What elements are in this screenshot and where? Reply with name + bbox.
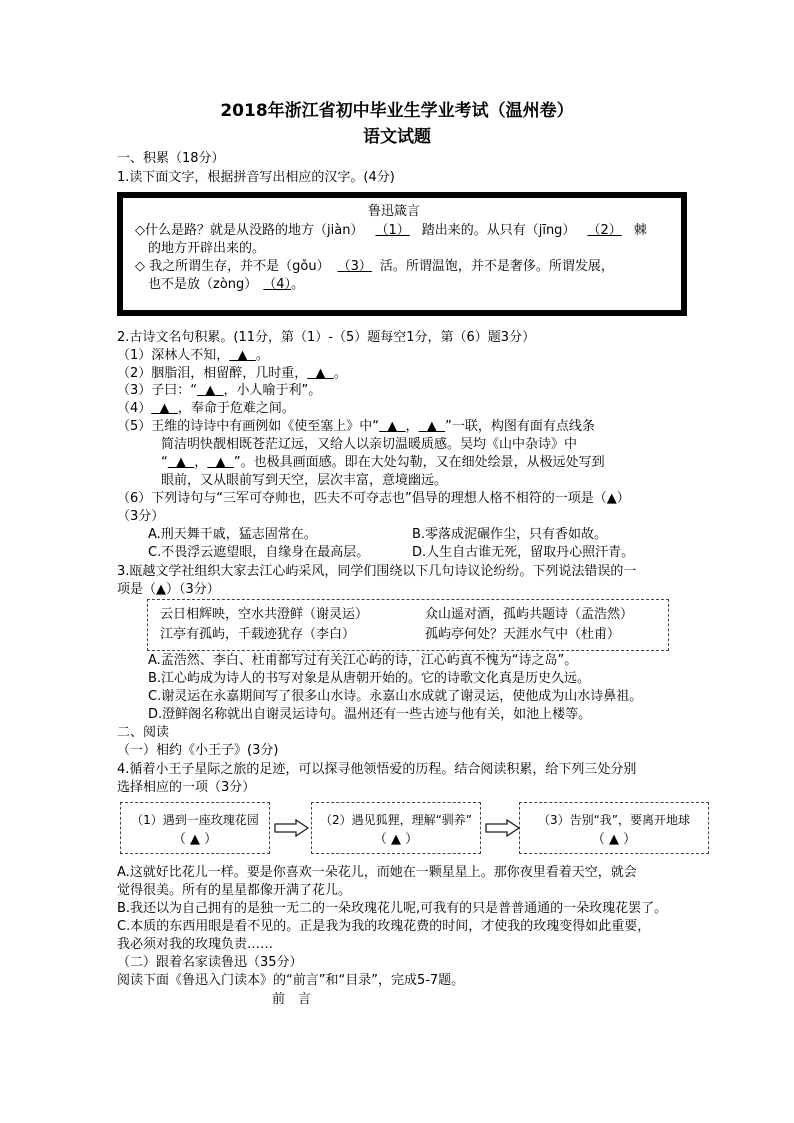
q3-option-b[interactable]: B.江心屿成为诗人的书写对象是从唐朝开始的。它的诗歌文化真是历史久远。	[148, 671, 591, 686]
blank-1[interactable]: （1）	[375, 223, 410, 238]
answer-blank[interactable]: ▲	[315, 366, 326, 381]
reading-intro: 阅读下面《鲁迅入门读本》的“前言”和“目录”，完成5-7题。	[117, 973, 465, 988]
blank-4[interactable]: （4）	[263, 277, 292, 292]
poem-2: 众山遥对酒，孤屿共题诗（孟浩然）	[425, 607, 634, 622]
q2-stem: 2.古诗文名句积累。(11分，第（1）-（5）题每空1分，第（6）题3分）	[117, 330, 536, 345]
q3-option-a[interactable]: A.孟浩然、李白、杜甫都写过有关江心屿的诗，江心屿真不愧为“诗之岛”。	[148, 653, 578, 668]
flow-box-3	[519, 802, 709, 854]
answer-blank[interactable]: ▲	[387, 419, 398, 434]
q2-item-6: （6）下列诗句与“三军可夺帅也，匹夫不可夺志也”倡导的理想人格不相符的一项是（▲）	[117, 491, 630, 506]
q2-item-1: （1）深林人不知， ▲ 。	[117, 348, 269, 363]
preface-heading: 前 言	[272, 992, 312, 1007]
section2-sub2: （二）跟着名家读鲁迅（35分）	[117, 955, 303, 970]
answer-blank[interactable]: ▲	[159, 401, 170, 416]
q2-item-4: （4） ▲ ，奉命于危难之间。	[117, 401, 295, 416]
exam-title: 2018年浙江省初中毕业生学业考试（温州卷）	[220, 101, 574, 121]
q3-option-d[interactable]: D.澄鲜阁名称就出自谢灵运诗句。温州还有一些古迹与他有关，如池上楼等。	[148, 707, 592, 722]
answer-blank[interactable]: ▲	[176, 455, 187, 470]
q4-option-a-line2: 觉得很美。所有的星星都像开满了花儿。	[117, 883, 352, 898]
q2-item-5-line3: “ ▲ ， ▲ ”。也极具画面感。即在大处勾勒，又在细处绘景，从极远处写到	[161, 455, 605, 470]
arrow-right-icon	[274, 819, 310, 837]
q2-item-5-line2: 简洁明快靓相既苍茫辽远，又给人以亲切温暖质感。吴均《山中杂诗》中	[161, 437, 578, 452]
answer-blank[interactable]: ▲	[205, 383, 216, 398]
poem-3: 江亭有孤屿，千载迹犹存（李白）	[160, 627, 356, 642]
answer-marker[interactable]: ▲	[606, 491, 617, 506]
flow-box-3-answer[interactable]: （ ▲ ）	[591, 832, 637, 847]
flow-box-2-label: （2）遇见狐狸，理解“驯养”	[319, 813, 473, 827]
quote-line-4: 也不是放（zòng） （4）。	[148, 277, 305, 292]
blank-2[interactable]: （2）	[587, 223, 622, 238]
poem-1: 云日相辉映，空水共澄鲜（谢灵运）	[160, 607, 369, 622]
q2-option-c[interactable]: C.不畏浮云遮望眼，自缘身在最高层。	[148, 545, 370, 560]
flow-box-1-label: （1）遇到一座玫瑰花园	[131, 813, 259, 827]
answer-blank[interactable]: ▲	[426, 419, 437, 434]
q4-stem-line2: 选择相应的一项（3分）	[117, 780, 256, 795]
poem-4: 孤屿亭何处？天涯水气中（杜甫）	[425, 627, 621, 642]
flow-box-2-answer[interactable]: （ ▲ ）	[373, 832, 419, 847]
blank-3[interactable]: （3）	[337, 259, 372, 274]
q4-option-a-line1[interactable]: A.这就好比花儿一样。要是你喜欢一朵花儿，而她在一颗星星上。那你夜里看着天空，就会	[117, 865, 637, 880]
quote-box-title: 鲁迅箴言	[368, 204, 421, 219]
q1-stem: 1.读下面文字，根据拼音写出相应的汉字。(4分)	[117, 170, 395, 185]
arrow-right-icon	[485, 819, 521, 837]
q2-item-3: （3）子曰：“ ▲ ，小人喻于利”。	[117, 383, 322, 398]
q4-stem-line1: 4.循着小王子星际之旅的足迹，可以探寻他领悟爱的历程。结合阅读积累，给下列三处分别	[117, 762, 637, 777]
quote-line-3: ◇ 我之所谓生存，并不是（gǒu） （3） 活。所谓温饱，并不是奢侈。所谓发展，	[135, 259, 614, 274]
q3-option-c[interactable]: C.谢灵运在永嘉期间写了很多山水诗。永嘉山水成就了谢灵运，使他成为山水诗鼻祖。	[148, 689, 643, 704]
q4-option-c-line2: 我必须对我的玫瑰负责……	[117, 937, 274, 952]
answer-blank[interactable]: ▲	[215, 455, 226, 470]
flow-box-1	[120, 802, 270, 854]
section2-sub1: （一）相约《小王子》(3分)	[117, 743, 279, 758]
section2-heading: 二、阅读	[117, 725, 170, 740]
q2-option-a[interactable]: A.刑天舞干戚，猛志固常在。	[148, 527, 317, 542]
flow-box-2	[311, 802, 481, 854]
quote-line-2: 的地方开辟出来的。	[148, 241, 266, 256]
flow-box-3-label: （3）告别“我”，要离开地球	[537, 813, 691, 827]
exam-subtitle: 语文试题	[363, 127, 431, 147]
q3-stem-line2: 项是（▲）（3分）	[117, 582, 220, 597]
q2-item-5-line4: 眼前，又从眼前写到天空，层次丰富，意境幽远。	[161, 473, 448, 488]
answer-blank[interactable]: ▲	[237, 348, 248, 363]
q2-item-2: （2）胭脂泪，相留醉，几时重， ▲ 。	[117, 366, 347, 381]
quote-line-1: ◇什么是路？就是从没路的地方（jiàn） （1） 踏出来的。从只有（jīng） （2） 棘	[135, 223, 647, 238]
q3-stem-line1: 3.瓯越文学社组织大家去江心屿采风，同学们围绕以下几句诗议论纷纷。下列说法错误的一	[117, 564, 637, 579]
flow-box-1-answer[interactable]: （ ▲ ）	[172, 832, 218, 847]
q4-option-b[interactable]: B.我还以为自己拥有的是独一无二的一朵玫瑰花儿呢,可我有的只是普普通通的一朵玫瑰花罢了。	[117, 901, 668, 916]
section1-heading: 一、积累（18分）	[117, 151, 225, 166]
q2-option-d[interactable]: D.人生自古谁无死，留取丹心照汗青。	[412, 545, 635, 560]
q4-option-c-line1[interactable]: C.本质的东西用眼是看不见的。正是我为我的玫瑰花费的时间，才使我的玫瑰变得如此重要，	[117, 919, 651, 934]
q2-option-b[interactable]: B.零落成泥碾作尘，只有香如故。	[412, 527, 608, 542]
answer-marker[interactable]: ▲	[156, 582, 167, 597]
q2-item-5: （5）王维的诗诗中有画例如《使至塞上》中“ ▲ ， ▲ ”一联，构图有面有点线条	[117, 419, 595, 434]
q2-item-6-score: （3分）	[117, 509, 165, 524]
